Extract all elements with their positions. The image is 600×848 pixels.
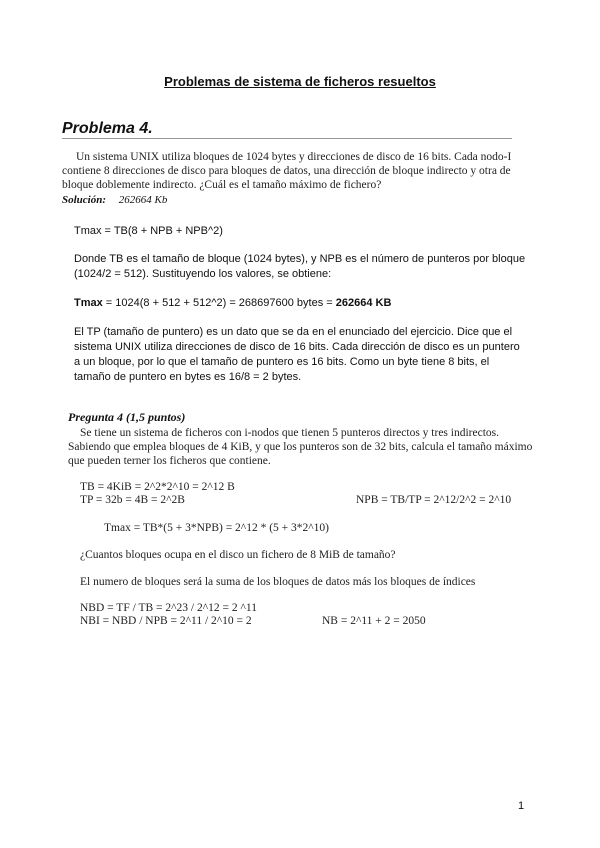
result-line <box>74 296 391 310</box>
calc-nbd: NBD = TF / TB = 2^23 / 2^12 = 2 ^11 <box>80 602 257 614</box>
question-8mib: ¿Cuantos bloques ocupa en el disco un fichero de 8 MiB de tamaño? <box>80 549 396 561</box>
question-4-line: que pueden terner los ficheros que contiene. <box>68 455 271 467</box>
explanation-line: (1024/2 = 512). Sustituyendo los valores, se obtiene: <box>74 268 332 280</box>
question-4-line: Sabiendo que emplea bloques de 4 KiB, y que los punteros son de 32 bits, calcula el tamaño máximo <box>68 441 533 453</box>
calc-tp: TP = 32b = 4B = 2^2B <box>80 494 185 506</box>
tp-line: El TP (tamaño de puntero) es un dato que se da en el enunciado del ejercicio. Dice que el <box>74 326 513 338</box>
calc-nbi: NBI = NBD / NPB = 2^11 / 2^10 = 2 <box>80 615 252 627</box>
calc-nb: NB = 2^11 + 2 = 2050 <box>322 615 426 627</box>
page-title: Problemas de sistema de ficheros resueltos <box>164 74 436 89</box>
formula: Tmax = TB(8 + NPB + NPB^2) <box>74 225 223 237</box>
calc-npb: NPB = TB/TP = 2^12/2^2 = 2^10 <box>356 494 512 506</box>
solution-label: Solución: <box>62 194 107 206</box>
calc-tmax: Tmax = TB*(5 + 3*NPB) = 2^12 * (5 + 3*2^10) <box>104 522 329 534</box>
tp-line: a un bloque, por lo que el tamaño de puntero es 16 bits. Como un byte tiene 8 bits, el <box>74 356 490 368</box>
problem-heading: Problema 4. <box>62 120 153 137</box>
question-4-heading: Pregunta 4 (1,5 puntos) <box>68 410 186 424</box>
statement-line: contiene 8 direcciones de disco para bloques de datos, una dirección de bloque indirecto y otra de <box>62 165 511 177</box>
blocks-sum-text: El numero de bloques será la suma de los bloques de datos más los bloques de índices <box>80 576 476 588</box>
question-4-line: Se tiene un sistema de ficheros con i-nodos que tienen 5 punteros directos y tres indirectos. <box>80 427 500 439</box>
page-number: 1 <box>518 800 525 812</box>
tp-line: tamaño de puntero en bytes es 16/8 = 2 bytes. <box>74 371 302 383</box>
statement-line: bloque doblemente indirecto. ¿Cuál es el tamaño máximo de fichero? <box>62 179 382 191</box>
result-mid: = 1024(8 + 512 + 512^2) = 268697600 bytes = <box>102 297 336 309</box>
calc-tb: TB = 4KiB = 2^2*2^10 = 2^12 B <box>80 481 235 493</box>
result-value: 262664 KB <box>335 297 392 309</box>
heading-rule <box>62 138 512 139</box>
tp-line: sistema UNIX utiliza direcciones de disco de 16 bits. Cada dirección de disco es un puntero <box>74 341 520 353</box>
statement-line: Un sistema UNIX utiliza bloques de 1024 bytes y direcciones de disco de 16 bits. Cada nodo-I <box>76 151 512 163</box>
solution-line <box>62 194 167 206</box>
explanation-line: Donde TB es el tamaño de bloque (1024 bytes), y NPB es el número de punteros por bloque <box>74 253 526 265</box>
result-label: Tmax <box>74 297 103 309</box>
solution-value: 262664 Kb <box>118 194 168 206</box>
